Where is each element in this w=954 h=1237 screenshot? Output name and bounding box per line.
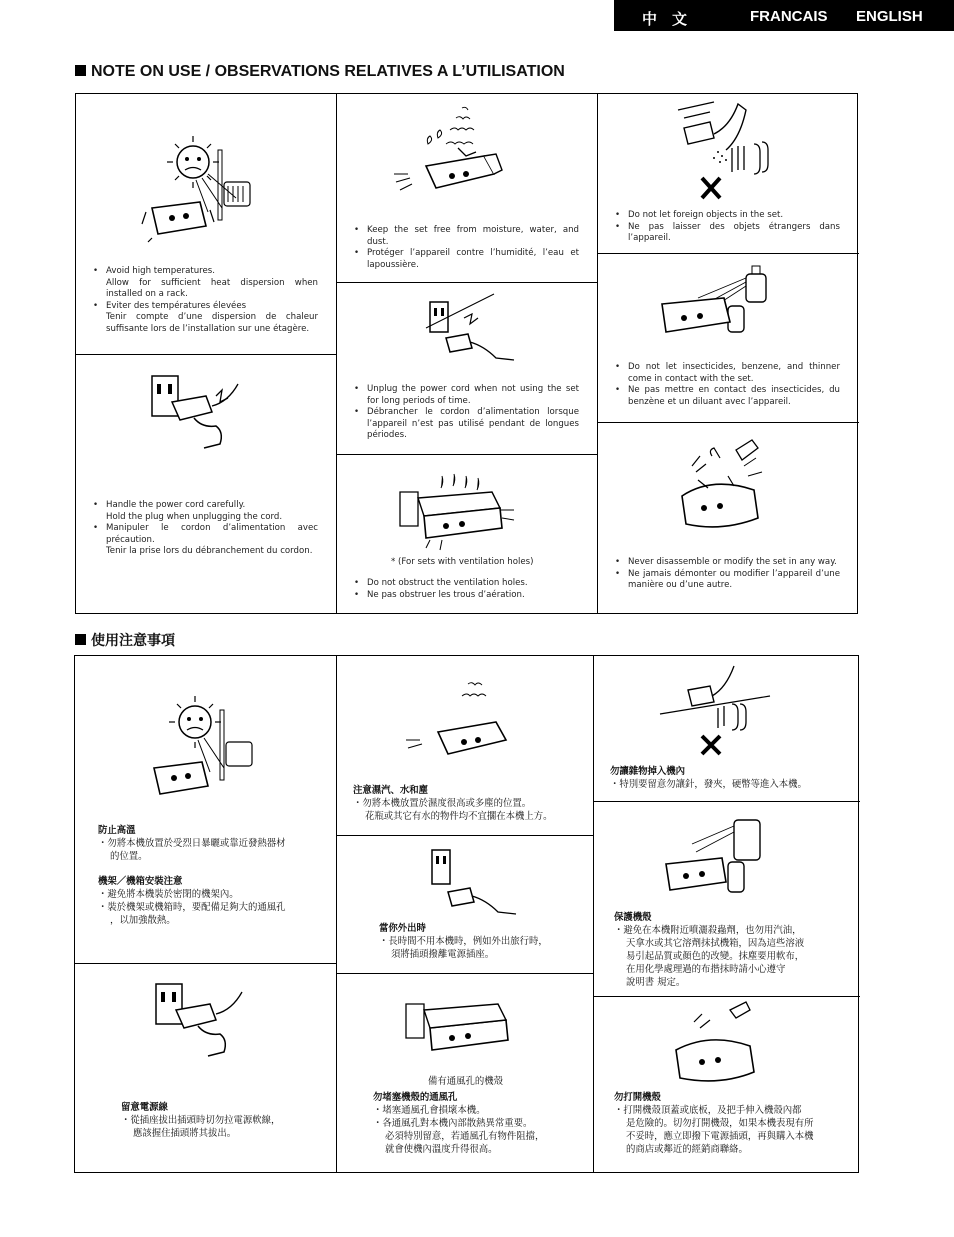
ventilation-icon bbox=[402, 982, 522, 1064]
wall-socket-icon bbox=[424, 288, 524, 366]
lang-french[interactable]: FRANCAIS bbox=[750, 8, 828, 25]
insect-text-zh: 保護機殼 ・避免在本機附近噴灑殺蟲劑，也勿用汽油， 天拿水或其它溶劑抹拭機箱，因為這些溶液 易引起品質或顏色的改變。抹塵要用軟布， 在用化學處理過的布揩抹時請小心遵守 說明書 規定。 bbox=[614, 912, 805, 988]
plug-hand-icon bbox=[150, 980, 250, 1060]
section-title-zh: 使用注意事項 bbox=[75, 630, 175, 650]
insect-text-en: • Do not let insecticides, benzene, and thinner come in contact with the set. • Ne pas mettre en contact des insecticides, du benzène et un diluant avec l’appareil. bbox=[614, 362, 840, 408]
square-bullet-icon bbox=[75, 65, 86, 76]
wall-socket-icon bbox=[426, 842, 526, 920]
temp-text-en: • Avoid high temperatures. Allow for sufficient heat dispersion when installed on a rack. • Eviter des températures élevées Tenir compte d’une dispersion de chaleur suffisante lors de l’installation sur une étagère. bbox=[92, 266, 318, 336]
vent-note-en: * (For sets with ventilation holes) bbox=[391, 557, 534, 567]
temp-text-zh: 防止高溫 ・勿將本機放置於受烈日暴曬或靠近發熱器材 的位置。 機架／機箱安裝注意 ・避免將本機裝於密閉的機架內。 ・裝於機架或機箱時，要配備足夠大的通風孔 ，以加強散熱。 bbox=[98, 825, 286, 926]
foreign-text-zh: 勿讓雜物掉入機內 ・特別要留意勿讓針，發夾，硬幣等進入本機。 bbox=[610, 766, 807, 790]
moisture-icon bbox=[392, 104, 512, 204]
disassemble-text-en: • Never disassemble or modify the set in any way. • Ne jamais démonter ou modifier l’appareil d’une manière ou d’une autre. bbox=[614, 557, 840, 592]
moisture-text-zh: 注意濕汽、水和塵 ・勿將本機放置於濕度很高或多塵的位置。 花瓶或其它有水的物件均不宜擱在本機上方。 bbox=[353, 785, 553, 822]
vent-text-en: • Do not obstruct the ventilation holes. • Ne pas obstruer les trous d’aération. bbox=[353, 578, 579, 601]
moisture-text-en: • Keep the set free from moisture, water, and dust. • Protéger l’appareil contre l’humidité, l’eau et lapoussière. bbox=[353, 225, 579, 271]
sun-heat-icon bbox=[138, 130, 253, 245]
spray-can-icon bbox=[654, 262, 774, 348]
section-title-en: NOTE ON USE / OBSERVATIONS RELATIVES A L’UTILISATION bbox=[75, 63, 565, 81]
disassemble-text-zh: 勿打開機殼 ・打開機殼頂蓋或底板，及把手伸入機殼內都 是危險的。切勿打開機殼，如果本機表現有所 不妥時，應立即撥下電源插頭，再與購入本機 的商店或鄰近的經銷商聯絡。 bbox=[614, 1092, 814, 1155]
language-bar bbox=[614, 0, 954, 31]
vent-text-zh: 勿堵塞機殼的通風孔 ・堵塞通風孔會損壞本機。 ・各通風孔對本機內部散熱異常重要。 必須特別留意，若通風孔有物件阻擋， 就會使機內溫度升得很高。 bbox=[373, 1092, 545, 1155]
cord-text-zh: 留意電源線 ・從插座拔出插頭時切勿拉電源軟線， 應該握住插頭將其拔出。 bbox=[121, 1102, 281, 1139]
plug-hand-icon bbox=[146, 372, 246, 452]
spray-can-icon bbox=[662, 812, 782, 902]
foreign-text-en: • Do not let foreign objects in the set. • Ne pas laisser des objets étrangers dans l’appareil. bbox=[614, 210, 840, 245]
ventilation-icon bbox=[396, 470, 516, 552]
cord-text-en: • Handle the power cord carefully. Hold the plug when unplugging the cord. • Manipuler le cordon d’alimentation avec précaution. Tenir la prise lors du débranchement du cordon. bbox=[92, 500, 318, 558]
lang-english[interactable]: ENGLISH bbox=[856, 8, 923, 25]
sun-heat-icon bbox=[140, 690, 255, 805]
moisture-icon bbox=[404, 670, 524, 770]
lang-chinese[interactable]: 中 文 bbox=[642, 11, 688, 28]
tools-icon bbox=[670, 1000, 770, 1090]
foreign-objects-icon bbox=[656, 660, 776, 760]
vent-note-zh: 備有通風孔的機殼 bbox=[428, 1076, 504, 1087]
unplug-text-zh: 當你外出時 ・長時間不用本機時，例如外出旅行時， 須將插頭撥離電源插座。 bbox=[379, 923, 548, 960]
square-bullet-icon bbox=[75, 634, 86, 645]
unplug-text-en: • Unplug the power cord when not using the set for long periods of time. • Débrancher le cordon d’alimentation lorsque l’appareil n’est pas utilisé pendant de longues périodes. bbox=[353, 384, 579, 442]
tools-icon bbox=[672, 436, 772, 538]
foreign-objects-icon bbox=[674, 98, 784, 204]
